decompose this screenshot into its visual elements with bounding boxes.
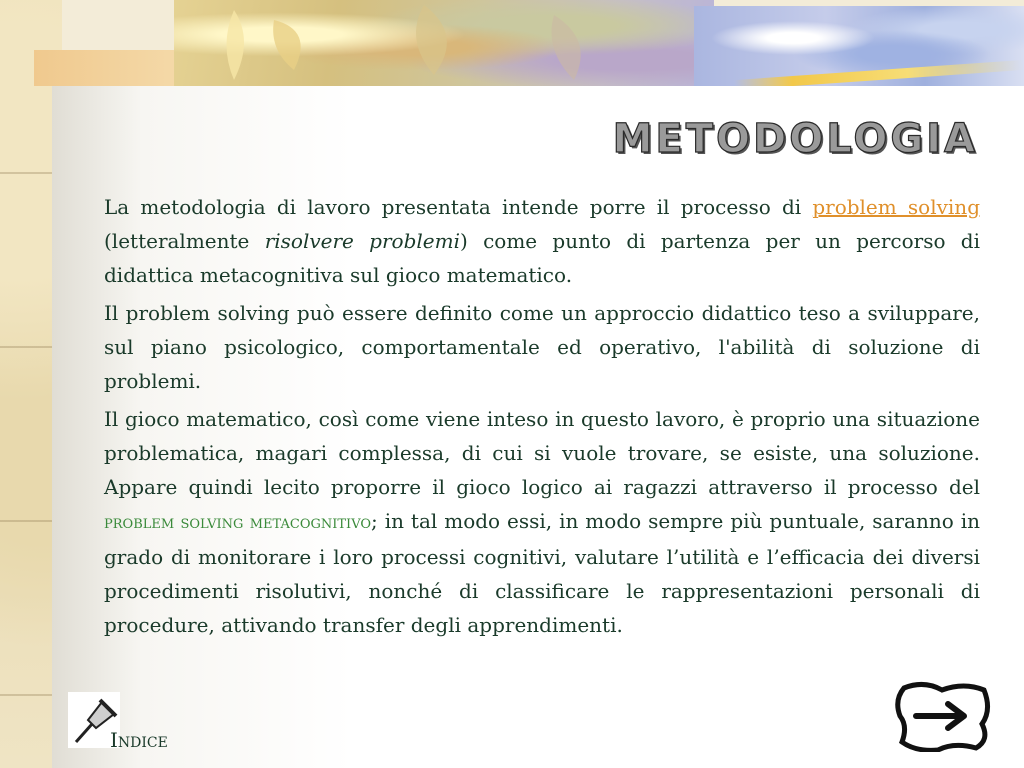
paragraph-1 <box>104 190 980 292</box>
banner-segment-blue <box>694 6 1024 86</box>
decorative-banner <box>34 0 1024 86</box>
slide-body <box>104 190 980 646</box>
next-arrow-icon[interactable] <box>894 680 992 752</box>
paragraph-1-italic: risolvere problemi <box>264 229 460 253</box>
leaf-decoration <box>174 0 714 86</box>
problem-solving-link[interactable]: problem solving <box>812 195 980 219</box>
page-title: METODOLOGIA <box>612 116 978 162</box>
index-nav-button[interactable] <box>68 692 198 752</box>
paragraph-3-text-b: ; in tal modo essi, in modo sempre più puntuale, saranno in grado di monitorare i loro processi cognitivi, valutare l’utilità e l’efficacia dei diversi procedimenti risolutivi, nonché di classificare le rappresentazioni personali di procedure, attivando transfer degli apprendimenti. <box>104 509 980 637</box>
gold-streak <box>734 60 1024 86</box>
paragraph-1-text-c: ) come punto di partenza per un percorso di didattica metacognitiva sul gioco matematico. <box>104 229 980 287</box>
paragraph-1-text-a: La metodologia di lavoro presentata intende porre il processo di <box>104 195 813 219</box>
paragraph-2: Il problem solving può essere definito come un approccio didattico teso a sviluppare, sul piano psicologico, comportamentale ed operativo, l'abilità di soluzione di problemi. <box>104 301 980 393</box>
banner-segment-floral <box>174 0 714 86</box>
paragraph-3-smallcaps: problem solving metacognitivo <box>104 512 372 533</box>
paragraph-3-text-a: Il gioco matematico, così come viene inteso in questo lavoro, è proprio una situazione problematica, magari complessa, di cui si vuole trovare, se esiste, una soluzione. Appare quindi lecito proporre il gioco logico ai ragazzi attraverso il processo del <box>104 407 980 499</box>
paragraph-3 <box>104 402 980 642</box>
paragraph-1-text-b: (letteralmente <box>104 229 265 253</box>
index-label: Indice <box>110 728 168 752</box>
